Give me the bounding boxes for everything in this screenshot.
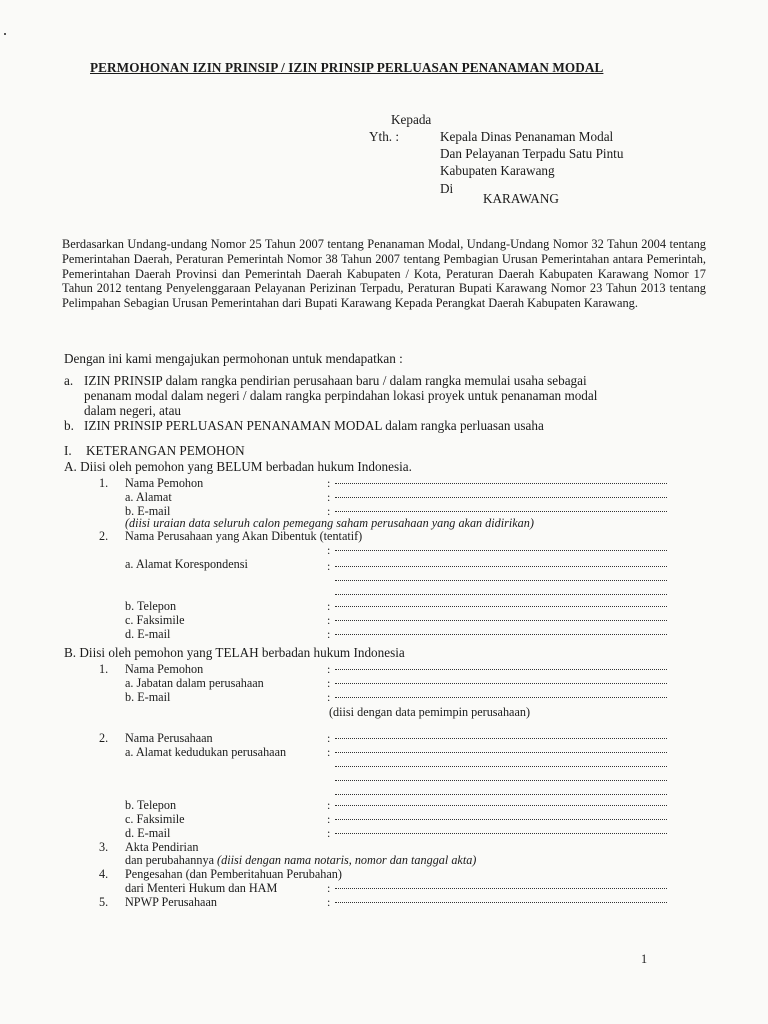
address-line2: Dan Pelayanan Terpadu Satu Pintu xyxy=(440,146,624,161)
section-a-heading: A. Diisi oleh pemohon yang BELUM berbadan hukum Indonesia. xyxy=(64,459,412,474)
intro-paragraph: Berdasarkan Undang-undang Nomor 25 Tahun 2007 tentang Penanaman Modal, Undang-Undang Nomor 32 Tahun 2004 tentang Pemerintahan Daerah, Peraturan Pemerintah Nomor 38 Tahun 2007 tentang Pembagian Urusan Pemerintahan antara Pemerintah, Pemerintahan Daerah Provinsi dan Pemerintah Daerah Kabupaten / Kota, Peraturan Daerah Kabupaten Karawang Nomor 17 Tahun 2012 tentang Penyelenggaraan Pelayanan Perizinan Terpadu, Peraturan Bupati Karawang Nomor 23 Tahun 2013 tentang Pelimpahan Sebagian Urusan Pemerintahan dari Bupati Karawang Kepada Perangkat Daerah Kabupaten Karawang. xyxy=(62,237,706,311)
b4-colon: : xyxy=(327,881,331,895)
a1-alamat-label: a. Alamat xyxy=(125,490,172,504)
a2-alamat-field-2[interactable] xyxy=(335,580,667,581)
b1-email-field[interactable] xyxy=(335,697,667,698)
option-b-line: IZIN PRINSIP PERLUASAN PENANAMAN MODAL dalam rangka perluasan usaha xyxy=(84,418,544,433)
option-a-marker: a. xyxy=(64,373,74,388)
section-i-heading: KETERANGAN PEMOHON xyxy=(86,443,245,458)
b1-email-label: b. E-mail xyxy=(125,690,171,704)
b2-email-field[interactable] xyxy=(335,833,667,834)
a2-nama-colon: : xyxy=(327,543,331,557)
b5-npwp-field[interactable] xyxy=(335,902,667,903)
option-a-line2: penanam modal dalam negeri / dalam rangka perpindahan lokasi proyek untuk penanaman modal xyxy=(84,388,598,403)
b1-email-colon: : xyxy=(327,690,331,704)
b2-nama-perusahaan-field[interactable] xyxy=(335,738,667,739)
scan-speck xyxy=(4,33,6,35)
page-number: 1 xyxy=(641,952,648,966)
a1-alamat-field[interactable] xyxy=(335,497,667,498)
b5-npwp-label: NPWP Perusahaan xyxy=(125,895,217,909)
b1-jabatan-label: a. Jabatan dalam perusahaan xyxy=(125,676,264,690)
document-title: PERMOHONAN IZIN PRINSIP / IZIN PRINSIP PERLUASAN PENANAMAN MODAL xyxy=(90,60,604,75)
b2-email-colon: : xyxy=(327,826,331,840)
address-line3: Kabupaten Karawang xyxy=(440,163,555,178)
b2-alamat-label: a. Alamat kedudukan perusahaan xyxy=(125,745,287,759)
a2-email-colon: : xyxy=(327,627,331,641)
b5-colon: : xyxy=(327,895,331,909)
a1-note: (diisi uraian data seluruh calon pemegang saham perusahaan yang akan didirikan) xyxy=(125,516,534,530)
b2-number: 2. xyxy=(99,731,109,745)
option-a-line1: IZIN PRINSIP dalam rangka pendirian perusahaan baru / dalam rangka memulai usaha sebagai xyxy=(84,373,587,388)
b1-nama-pemohon-label: Nama Pemohon xyxy=(125,662,204,676)
a1-nama-colon: : xyxy=(327,476,331,490)
address-line1: Kepala Dinas Penanaman Modal xyxy=(440,129,614,144)
b1-note: (diisi dengan data pemimpin perusahaan) xyxy=(329,705,531,719)
b4-menteri-label: dari Menteri Hukum dan HAM xyxy=(125,881,278,895)
a2-number: 2. xyxy=(99,529,109,543)
b2-alamat-field-2[interactable] xyxy=(335,766,667,767)
a2-nama-perusahaan-label: Nama Perusahaan yang Akan Dibentuk (tentatif) xyxy=(125,529,363,543)
a2-nama-perusahaan-field[interactable] xyxy=(335,550,667,551)
b2-telepon-colon: : xyxy=(327,798,331,812)
b2-telepon-label: b. Telepon xyxy=(125,798,177,812)
b1-jabatan-colon: : xyxy=(327,676,331,690)
section-i-marker: I. xyxy=(64,443,72,458)
a1-nama-pemohon-label: Nama Pemohon xyxy=(125,476,204,490)
b2-nama-colon: : xyxy=(327,731,331,745)
option-b-marker: b. xyxy=(64,418,74,433)
b2-alamat-field-4[interactable] xyxy=(335,794,667,795)
a2-telepon-colon: : xyxy=(327,599,331,613)
b2-faksimile-field[interactable] xyxy=(335,819,667,820)
b3-akta-perubahan-label: dan perubahannya xyxy=(125,853,214,867)
option-a-line3: dalam negeri, atau xyxy=(84,403,182,418)
b2-alamat-field-3[interactable] xyxy=(335,780,667,781)
b1-jabatan-field[interactable] xyxy=(335,683,667,684)
b1-nama-colon: : xyxy=(327,662,331,676)
a1-email-field[interactable] xyxy=(335,511,667,512)
b2-alamat-colon: : xyxy=(327,745,331,759)
a2-telepon-label: b. Telepon xyxy=(125,599,177,613)
b2-faksimile-label: c. Faksimile xyxy=(125,812,185,826)
b2-faksimile-colon: : xyxy=(327,812,331,826)
b3-akta-note: (diisi dengan nama notaris, nomor dan tanggal akta) xyxy=(217,853,477,867)
a2-alamat-field-1[interactable] xyxy=(335,566,667,567)
b2-telepon-field[interactable] xyxy=(335,805,667,806)
section-b-heading: B. Diisi oleh pemohon yang TELAH berbadan hukum Indonesia xyxy=(64,645,405,660)
a1-email-label: b. E-mail xyxy=(125,504,171,518)
a2-faksimile-label: c. Faksimile xyxy=(125,613,185,627)
a1-email-colon: : xyxy=(327,504,331,518)
a2-faksimile-field[interactable] xyxy=(335,620,667,621)
a2-alamat-colon: : xyxy=(327,559,331,573)
b3-number: 3. xyxy=(99,840,109,854)
address-city: KARAWANG xyxy=(483,191,559,206)
address-di: Di xyxy=(440,181,454,196)
a1-number: 1. xyxy=(99,476,109,490)
b1-nama-pemohon-field[interactable] xyxy=(335,669,667,670)
a2-email-field[interactable] xyxy=(335,634,667,635)
b4-number: 4. xyxy=(99,867,109,881)
b3-akta-perubahan xyxy=(125,853,476,868)
a2-email-label: d. E-mail xyxy=(125,627,171,641)
address-kepada: Kepada xyxy=(391,112,432,127)
b3-akta-label: Akta Pendirian xyxy=(125,840,199,854)
a2-telepon-field[interactable] xyxy=(335,606,667,607)
a1-nama-pemohon-field[interactable] xyxy=(335,483,667,484)
a2-faksimile-colon: : xyxy=(327,613,331,627)
request-intro: Dengan ini kami mengajukan permohonan untuk mendapatkan : xyxy=(64,351,403,366)
a2-alamat-field-3[interactable] xyxy=(335,594,667,595)
b1-number: 1. xyxy=(99,662,109,676)
a2-alamat-kor-label: a. Alamat Korespondensi xyxy=(125,557,248,571)
address-yth: Yth. : xyxy=(369,129,400,144)
a1-alamat-colon: : xyxy=(327,490,331,504)
b4-pengesahan-label: Pengesahan (dan Pemberitahuan Perubahan) xyxy=(125,867,342,881)
b2-nama-perusahaan-label: Nama Perusahaan xyxy=(125,731,213,745)
b4-pengesahan-field[interactable] xyxy=(335,888,667,889)
b2-email-label: d. E-mail xyxy=(125,826,171,840)
b5-number: 5. xyxy=(99,895,109,909)
b2-alamat-field-1[interactable] xyxy=(335,752,667,753)
